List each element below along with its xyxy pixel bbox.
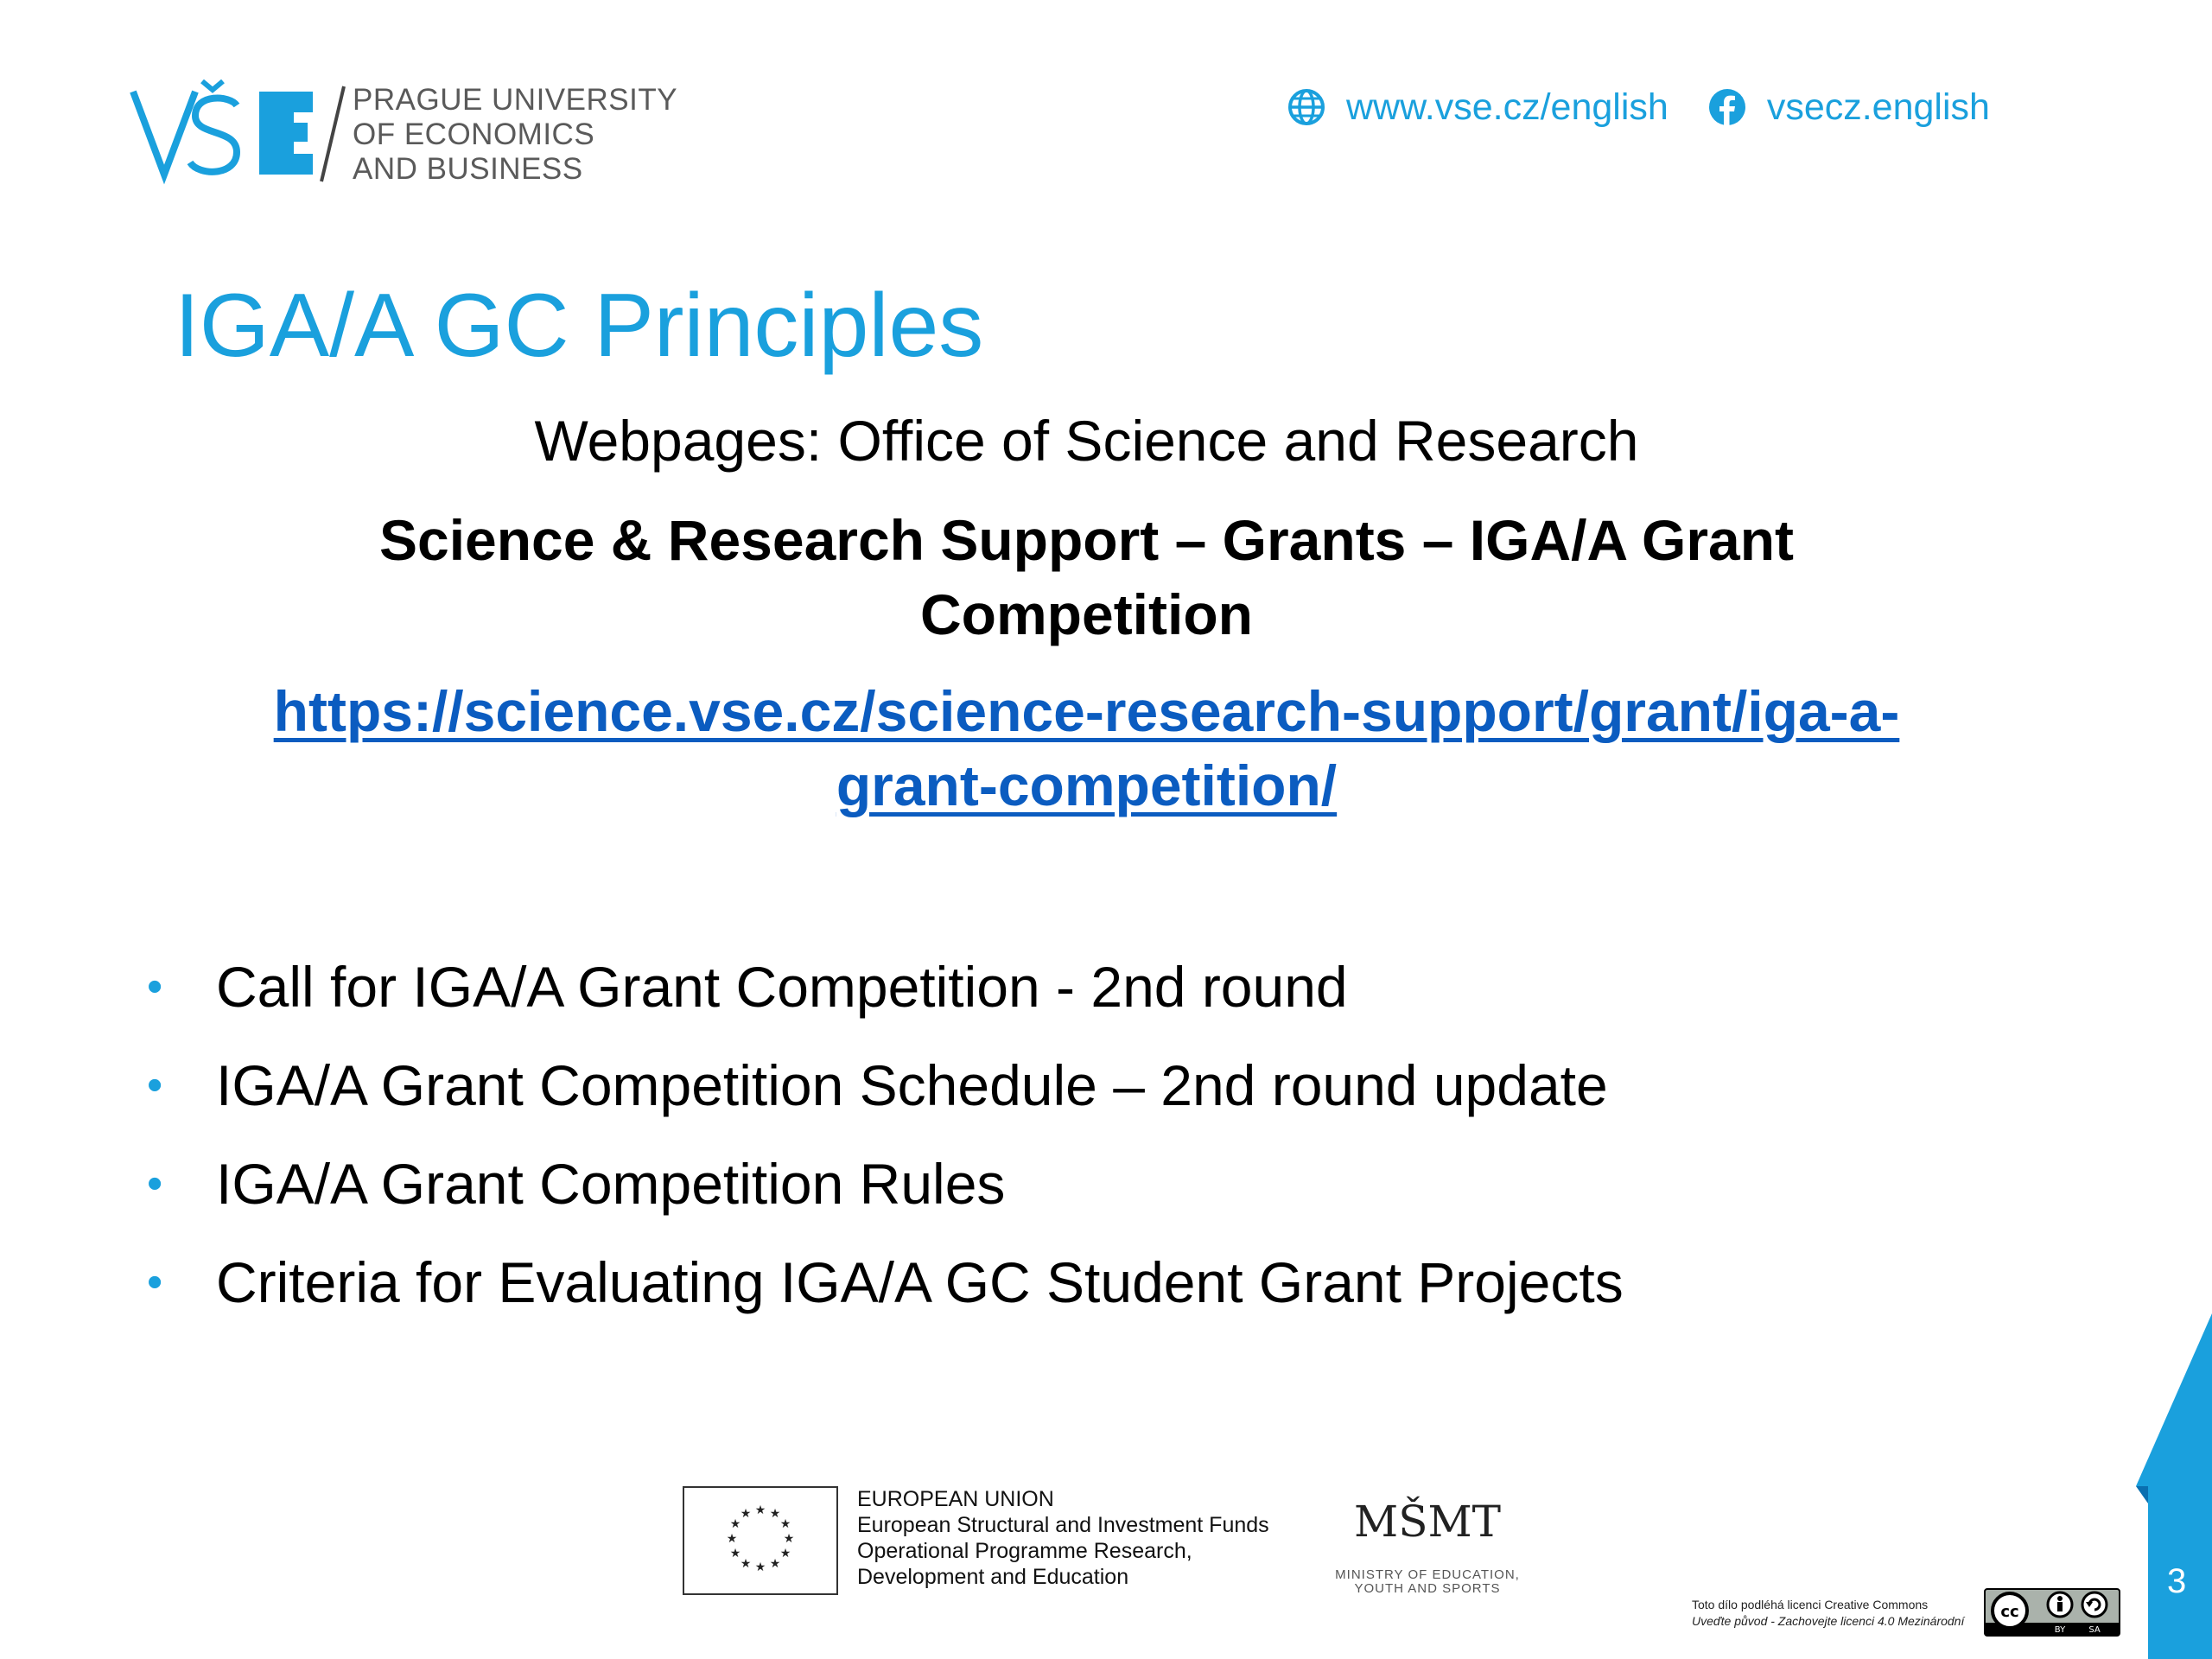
logo-line-3: AND BUSINESS xyxy=(353,152,583,186)
svg-text:★: ★ xyxy=(779,1547,791,1560)
logo-wordmark xyxy=(353,83,677,187)
grant-competition-link-line-2: grant-competition/ xyxy=(836,753,1338,817)
eu-line-4: Development and Education xyxy=(857,1565,1129,1589)
msmt-mark: MŠMT xyxy=(1354,1497,1501,1547)
bullet-list xyxy=(147,938,1624,1332)
svg-text:★: ★ xyxy=(754,1560,766,1574)
bullet-dot-icon: • xyxy=(147,1060,163,1110)
svg-text:★: ★ xyxy=(779,1517,791,1531)
svg-text:★: ★ xyxy=(729,1517,741,1531)
facebook-link[interactable] xyxy=(1708,86,1990,129)
vse-logo-mark-icon xyxy=(130,79,346,188)
svg-text:★: ★ xyxy=(769,1507,781,1521)
vse-logo[interactable] xyxy=(130,79,678,192)
svg-text:★: ★ xyxy=(726,1532,738,1546)
bullet-dot-icon: • xyxy=(147,962,163,1012)
eu-line-3: Operational Programme Research, xyxy=(857,1539,1192,1563)
svg-text:★: ★ xyxy=(754,1503,766,1517)
creative-commons-badge[interactable] xyxy=(1984,1588,2120,1637)
eu-line-1: EUROPEAN UNION xyxy=(857,1487,1054,1511)
slide-title: IGA/A GC Principles xyxy=(175,276,984,376)
list-item xyxy=(147,1036,1624,1135)
eu-funding-text xyxy=(857,1486,1269,1590)
grant-competition-link[interactable] xyxy=(130,674,2044,823)
eu-line-2: European Structural and Investment Funds xyxy=(857,1513,1269,1537)
msmt-mark-icon xyxy=(1324,1486,1531,1564)
msmt-line-1: MINISTRY OF EDUCATION, xyxy=(1335,1567,1520,1582)
cc-by-label: BY xyxy=(2054,1625,2066,1635)
license-line-2: Uveďte původ - Zachovejte licenci 4.0 Mezinárodní xyxy=(1692,1614,1965,1628)
list-item xyxy=(147,938,1624,1036)
website-link-text: www.vse.cz/english xyxy=(1346,86,1669,128)
svg-text:cc: cc xyxy=(2000,1603,2019,1621)
license-text xyxy=(1692,1597,1964,1630)
list-item-text: IGA/A Grant Competition Schedule – 2nd round update xyxy=(216,1053,1608,1117)
facebook-icon xyxy=(1708,88,1746,126)
eu-flag-icon xyxy=(683,1486,838,1595)
eu-funding-logo xyxy=(683,1486,1269,1595)
license-line-1: Toto dílo podléhá licenci Creative Commons xyxy=(1692,1598,1929,1611)
list-item-text: IGA/A Grant Competition Rules xyxy=(216,1152,1006,1216)
facebook-link-text: vsecz.english xyxy=(1766,86,1990,128)
page-number: 3 xyxy=(2167,1562,2187,1600)
webpages-line: Webpages: Office of Science and Research xyxy=(534,409,1639,473)
navigation-path xyxy=(130,503,2044,652)
msmt-logo xyxy=(1324,1486,1531,1599)
eu-stars-icon xyxy=(684,1488,836,1593)
cc-sa-label: SA xyxy=(2088,1625,2101,1635)
creative-commons-icon xyxy=(1986,1590,2119,1635)
svg-text:★: ★ xyxy=(769,1557,781,1571)
svg-text:★: ★ xyxy=(740,1557,752,1571)
grant-competition-link-line-1: https://science.vse.cz/science-research-support/grant/iga-a- xyxy=(273,679,1900,743)
bullet-dot-icon: • xyxy=(147,1257,163,1307)
bullet-dot-icon: • xyxy=(147,1159,163,1209)
msmt-line-2: YOUTH AND SPORTS xyxy=(1354,1581,1501,1596)
globe-icon xyxy=(1287,88,1325,126)
header-links xyxy=(1287,85,1990,130)
list-item-text: Criteria for Evaluating IGA/A GC Student Grant Projects xyxy=(216,1250,1624,1314)
website-link[interactable] xyxy=(1287,86,1669,129)
logo-line-2: OF ECONOMICS xyxy=(353,118,595,151)
navigation-path-line-1: Science & Research Support – Grants – IGA/A Grant xyxy=(378,508,1795,572)
svg-text:★: ★ xyxy=(740,1507,752,1521)
navigation-path-line-2: Competition xyxy=(920,582,1253,646)
logo-line-1: PRAGUE UNIVERSITY xyxy=(353,83,678,117)
svg-text:★: ★ xyxy=(729,1547,741,1560)
list-item xyxy=(147,1135,1624,1233)
list-item xyxy=(147,1233,1624,1332)
corner-decoration xyxy=(2126,1296,2212,1659)
svg-text:★: ★ xyxy=(783,1532,795,1546)
list-item-text: Call for IGA/A Grant Competition - 2nd round xyxy=(216,955,1348,1019)
